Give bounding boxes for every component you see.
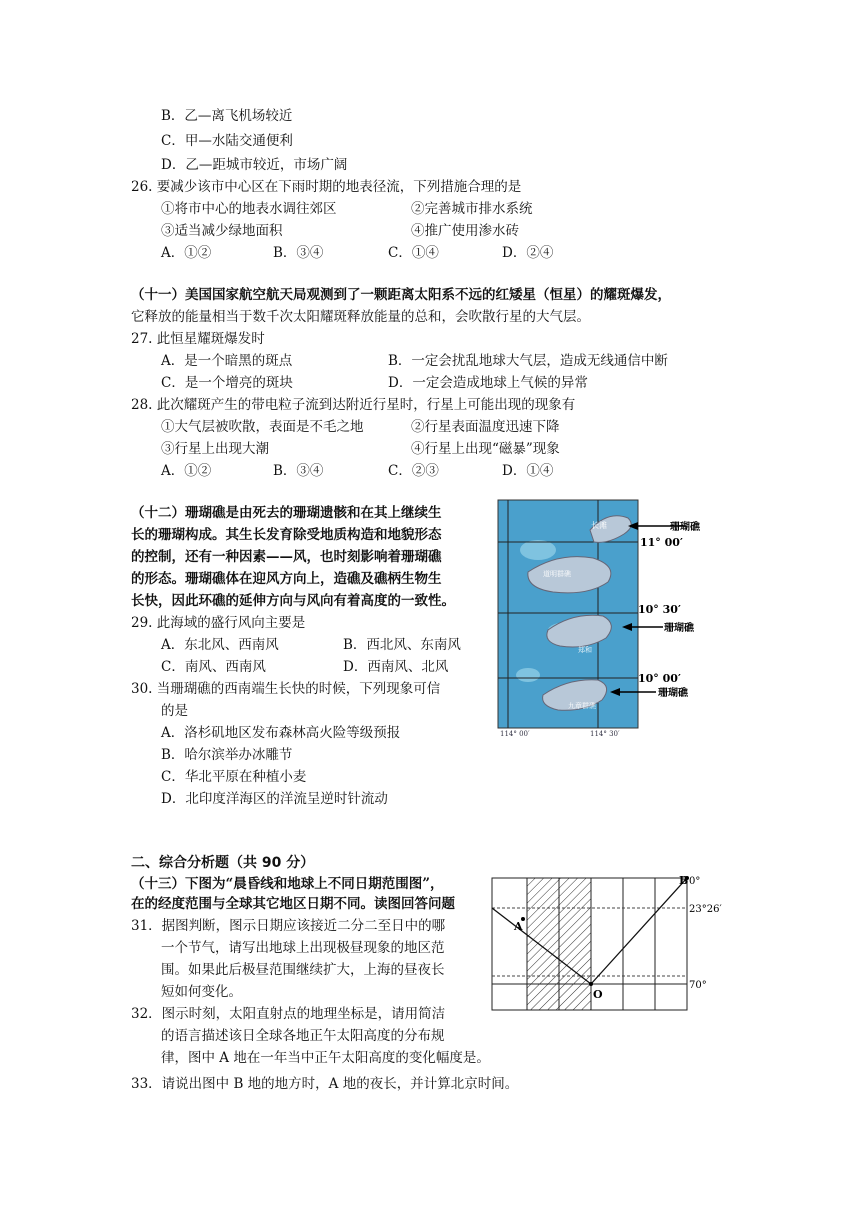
s12-line5: 长快，因此环礁的延伸方向与风向有着高度的一致性。 bbox=[131, 593, 455, 609]
s11-line2: 它释放的能量相当于数千次太阳耀斑释放能量的总和，会吹散行星的大气层。 bbox=[131, 309, 590, 325]
q33-line1: 33．请说出图中 B 地的地方时，A 地的夜长，并计算北京时间。 bbox=[131, 1076, 519, 1092]
coral-reef-map bbox=[498, 500, 718, 738]
lon-label-114: 114° 00′ bbox=[500, 730, 530, 738]
q28-option-d: D．①④ bbox=[502, 463, 554, 479]
q31-line3: 围。如果此后极昼范围继续扩大，上海的昼夜长 bbox=[161, 962, 445, 978]
lat-0-label: 0° bbox=[689, 876, 701, 887]
s12-line3: 的控制，还有一种因素——风，也时刻影响着珊瑚礁 bbox=[131, 549, 442, 565]
q26-option-b: B．③④ bbox=[273, 245, 324, 261]
point-o-label: O bbox=[593, 988, 603, 1001]
q26-option-d: D．②④ bbox=[502, 245, 554, 261]
part2-heading: 二、综合分析题（共 90 分） bbox=[131, 855, 315, 871]
s13-line1: （十三）下图为“晨昏线和地球上不同日期范围图”， bbox=[131, 876, 444, 892]
point-a-label: A bbox=[514, 920, 523, 933]
s11-line1: （十一）美国国家航空航天局观测到了一颗距离太阳系不远的红矮星（恒星）的耀斑爆发， bbox=[131, 287, 671, 303]
q26-item1: ①将市中心的地表水调往郊区 bbox=[161, 201, 337, 217]
lat-label-11: 11° 00′ bbox=[640, 536, 683, 549]
island-1-label: 长滩 bbox=[591, 521, 607, 530]
lat-70-label: 70° bbox=[689, 980, 707, 991]
q28-item3: ③行星上出现大潮 bbox=[161, 441, 269, 457]
q27-stem: 27. 此恒星耀斑爆发时 bbox=[131, 331, 265, 347]
option-d: D．乙—距城市较近，市场广阔 bbox=[161, 157, 348, 173]
q28-stem: 28. 此次耀斑产生的带电粒子流到达附近行星时，行星上可能出现的现象有 bbox=[131, 397, 576, 413]
q27-option-b: B．一定会扰乱地球大气层，造成无线通信中断 bbox=[388, 353, 668, 369]
q28-item2: ②行星表面温度迅速下降 bbox=[411, 419, 560, 435]
q28-item4: ④行星上出现“磁暴”现象 bbox=[411, 441, 560, 457]
q26-stem: 26. 要减少该市中心区在下雨时期的地表径流，下列措施合理的是 bbox=[131, 179, 522, 195]
island-2-label: 道明群礁 bbox=[543, 570, 571, 578]
q31-line1: 31．据图判断，图示日期应该接近二分二至日中的哪 bbox=[131, 918, 446, 934]
q28-option-b: B．③④ bbox=[273, 463, 324, 479]
q26-item3: ③适当减少绿地面积 bbox=[161, 223, 283, 239]
q29-option-a: A．东北风、西南风 bbox=[161, 637, 279, 653]
lon-label-114-30: 114° 30′ bbox=[590, 730, 620, 738]
reef-label-3: 珊瑚礁 bbox=[658, 688, 688, 699]
q29-option-c: C．南风、西南风 bbox=[161, 659, 266, 675]
option-c: C．甲—水陆交通便利 bbox=[161, 133, 293, 149]
q27-option-c: C．是一个增亮的斑块 bbox=[161, 375, 293, 391]
q29-option-d: D．西南风、北风 bbox=[343, 659, 449, 675]
q32-line3: 律，图中 A 地在一年当中正午太阳高度的变化幅度是。 bbox=[161, 1050, 490, 1066]
s12-line2: 长的珊瑚构成。其生长发育除受地质构造和地貌形态 bbox=[131, 527, 442, 543]
q27-option-d: D．一定会造成地球上气候的异常 bbox=[388, 375, 588, 391]
q30-stem2: 的是 bbox=[161, 703, 188, 719]
q26-option-c: C．①④ bbox=[388, 245, 439, 261]
terminator-date-diagram bbox=[490, 872, 730, 1012]
q31-line4: 短如何变化。 bbox=[161, 984, 242, 1000]
lat-label-10: 10° 00′ bbox=[638, 672, 681, 685]
q28-option-c: C．②③ bbox=[388, 463, 439, 479]
s13-line2: 在的经度范围与全球其它地区日期不同。读图回答问题 bbox=[131, 896, 455, 912]
q30-stem1: 30. 当珊瑚礁的西南端生长快的时候，下列现象可信 bbox=[131, 681, 441, 697]
island-3-label: 郑和 bbox=[578, 646, 592, 654]
q26-item2: ②完善城市排水系统 bbox=[411, 201, 533, 217]
island-4-label: 九章群礁 bbox=[568, 702, 596, 710]
q27-option-a: A．是一个暗黑的斑点 bbox=[161, 353, 293, 369]
option-b: B．乙—离飞机场较近 bbox=[161, 108, 293, 124]
q28-option-a: A．①② bbox=[161, 463, 212, 479]
q28-item1: ①大气层被吹散，表面是不毛之地 bbox=[161, 419, 364, 435]
q26-item4: ④推广使用渗水砖 bbox=[411, 223, 519, 239]
reef-label-2: 珊瑚礁 bbox=[664, 623, 694, 634]
q29-stem: 29. 此海域的盛行风向主要是 bbox=[131, 615, 306, 631]
reef-label-1: 珊瑚礁 bbox=[670, 522, 700, 533]
q31-line2: 一个节气，请写出地球上出现极昼现象的地区范 bbox=[161, 940, 445, 956]
lat-label-10-30: 10° 30′ bbox=[638, 603, 681, 616]
q30-option-c: C．华北平原在种植小麦 bbox=[161, 769, 307, 785]
q30-option-d: D．北印度洋海区的洋流呈逆时针流动 bbox=[161, 791, 388, 807]
lat-23-label: 23°26′ bbox=[689, 904, 722, 915]
q32-line2: 的语言描述该日全球各地正午太阳高度的分布规 bbox=[161, 1028, 445, 1044]
q26-option-a: A．①② bbox=[161, 245, 212, 261]
q29-option-b: B．西北风、东南风 bbox=[343, 637, 461, 653]
s12-line4: 的形态。珊瑚礁体在迎风方向上，造礁及礁柄生物生 bbox=[131, 571, 442, 587]
point-b-label: B bbox=[679, 874, 689, 887]
q30-option-a: A．洛杉矶地区发布森林高火险等级预报 bbox=[161, 725, 401, 741]
q30-option-b: B．哈尔滨举办冰雕节 bbox=[161, 747, 293, 763]
q32-line1: 32．图示时刻，太阳直射点的地理坐标是，请用简洁 bbox=[131, 1006, 446, 1022]
s12-line1: （十二）珊瑚礁是由死去的珊瑚遗骸和在其上继续生 bbox=[131, 505, 442, 521]
